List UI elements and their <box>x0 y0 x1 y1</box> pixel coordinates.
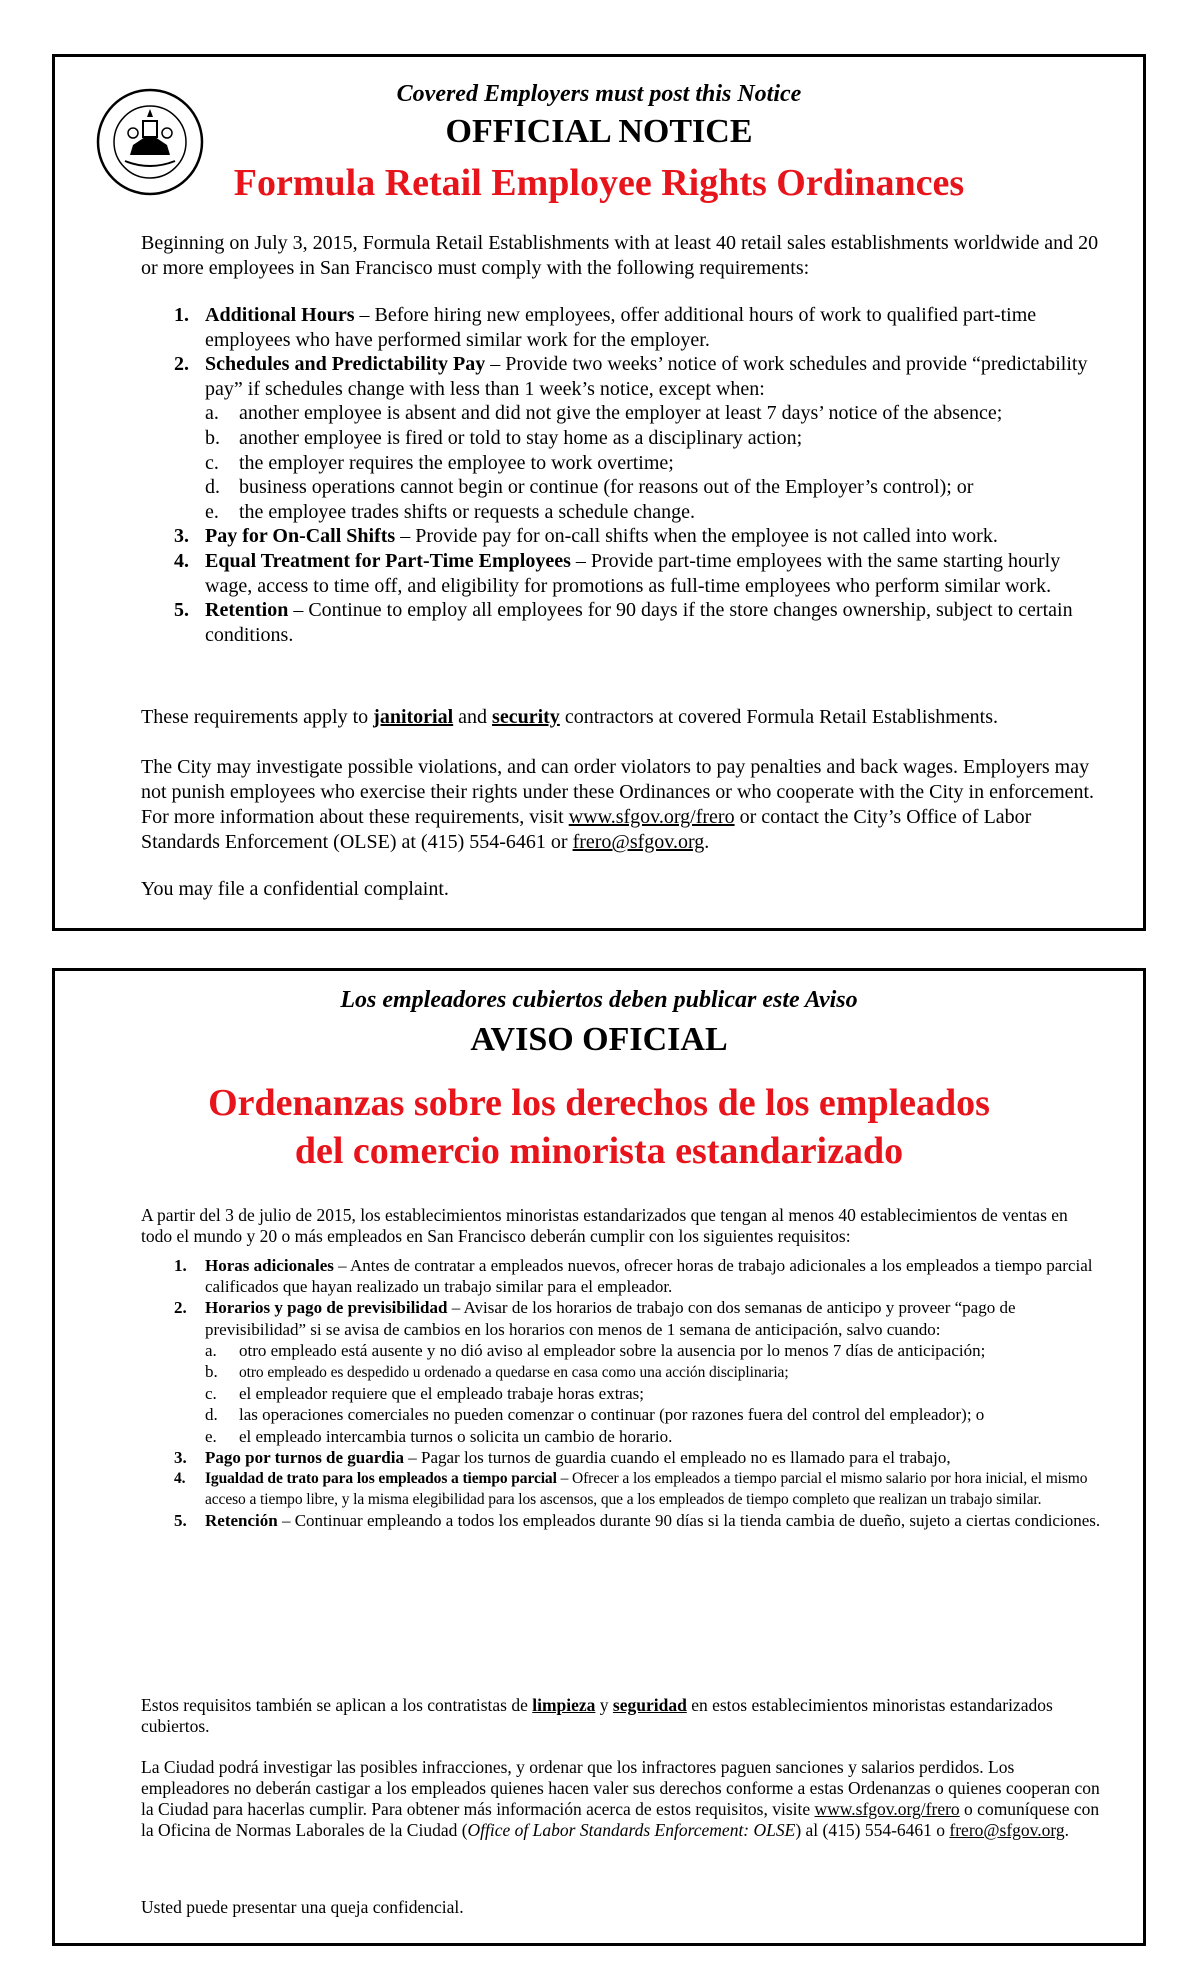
official-notice-heading: AVISO OFICIAL <box>470 1021 728 1058</box>
frero-website-link[interactable]: www.sfgov.org/frero <box>814 1799 960 1819</box>
item-label: Horarios y pago de previsibilidad <box>205 1298 448 1318</box>
item-label: Horas adicionales <box>205 1256 334 1275</box>
list-item: 4. Igualdad de trato para los empleados a tiempo parcial – Ofrecer a los empleados a tiempo parcial el mismo salario por hora inicial, el mismo acceso a tiempo libre, y la misma elegibilidad para los ascensos, que a los empleados de tiempo completo que realizan un trabajo similar. <box>174 1470 1088 1509</box>
sub-list-item: c. the employer requires the employee to work overtime; <box>205 451 674 474</box>
sub-list-item: a. otro empleado está ausente y no dió aviso al empleador sobre la ausencia por lo menos 7 días de anticipación; <box>205 1340 986 1360</box>
sub-list-item: d. las operaciones comerciales no pueden comenzar o continuar (por razones fuera del control del empleador); o <box>205 1405 985 1425</box>
ordinance-title: Formula Retail Employee Rights Ordinances <box>233 162 965 204</box>
list-item: 4. Equal Treatment for Part-Time Employees – Provide part-time employees with the same starting hourly wage, access to time off, and eligibility for promotions as full-time employees who perform similar work. <box>174 549 1061 597</box>
security-term: security <box>492 706 560 728</box>
exceptions-list <box>205 1340 1103 1447</box>
frero-email-link[interactable]: frero@sfgov.org <box>949 1820 1065 1840</box>
limpieza-term: limpieza <box>532 1695 596 1715</box>
list-item: 3. Pay for On-Call Shifts – Provide pay for on-call shifts when the employee is not called into work. <box>174 525 998 548</box>
contractors-paragraph: These requirements apply to janitorial and security contractors at covered Formula Retail Establishments. <box>141 706 999 728</box>
sub-list-item: e. the employee trades shifts or requests a schedule change. <box>205 500 695 523</box>
frero-website-link[interactable]: www.sfgov.org/frero <box>568 806 735 828</box>
item-label: Equal Treatment for Part-Time Employees <box>205 549 571 572</box>
list-item: 2. Schedules and Predictability Pay – Provide two weeks’ notice of work schedules and provide “predictability pay” if schedules change with less than 1 week’s notice, except when: a. another employee is absent and did not give the employer at least 7 days’ notice of the absence; b. another employee is fired or told to stay home as a disciplinary action; c. the employer requires the employee to work overtime; d. business operations cannot begin or continue (for reasons out of the Employer’s control); or e. the employee trades shifts or requests a schedule change. <box>141 352 1103 524</box>
requirements-list <box>141 303 1103 647</box>
list-item: 5. Retention – Continue to employ all employees for 90 days if the store changes ownership, subject to certain conditions. <box>174 599 1073 646</box>
sub-list-item: e. el empleado intercambia turnos o solicita un cambio de horario. <box>205 1426 673 1446</box>
item-label: Igualdad de trato para los empleados a tiempo parcial <box>205 1470 557 1488</box>
item-label: Additional Hours <box>205 304 355 326</box>
ordinance-title: Ordenanzas sobre los derechos de los empleados del comercio minorista estandarizado <box>208 1082 990 1172</box>
item-label: Schedules and Predictability Pay <box>205 353 486 376</box>
item-label: Pay for On-Call Shifts <box>205 525 396 548</box>
seguridad-term: seguridad <box>612 1695 687 1715</box>
sub-list-item: a. another employee is absent and did not give the employer at least 7 days’ notice of the absence; <box>205 402 1003 425</box>
intro-paragraph: Beginning on July 3, 2015, Formula Retail Establishments with at least 40 retail sales establishments worldwide and 20 or more employees in San Francisco must comply with the following requirements: <box>141 232 1099 279</box>
english-notice <box>52 54 1146 931</box>
list-item: 3. Pago por turnos de guardia – Pagar los turnos de guardia cuando el empleado no es llamado para el trabajo, <box>174 1447 951 1467</box>
enforcement-paragraph: The City may investigate possible violations, and can order violators to pay penalties and back wages. Employers may not punish employees who exercise their rights under these Ordinances or who cooperate with the City in enforcement. For more information about these requirements, visit www.sfgov.org/frero or contact the City’s Office of Labor Standards Enforcement (OLSE) at (415) 554-6461 or frero@sfgov.org. <box>141 756 1095 853</box>
sub-list-item: c. el empleador requiere que el empleado trabaje horas extras; <box>205 1384 644 1404</box>
spanish-notice <box>52 968 1146 1946</box>
exceptions-list <box>205 401 1103 524</box>
list-item: 5. Retención – Continuar empleando a todos los empleados durante 90 días si la tienda cambia de dueño, sujeto a ciertas condiciones. <box>174 1511 1101 1531</box>
official-notice-heading: OFFICIAL NOTICE <box>445 113 753 150</box>
janitorial-term: janitorial <box>373 706 454 728</box>
post-notice-kicker: Covered Employers must post this Notice <box>396 81 802 107</box>
item-label: Retention <box>205 599 289 622</box>
sub-list-item: d. business operations cannot begin or continue (for reasons out of the Employer’s control); or <box>205 476 974 499</box>
list-item: 1. Additional Hours – Before hiring new employees, offer additional hours of work to qualified part-time employees who have performed similar work for the employer. <box>174 304 1037 351</box>
complaint-note: You may file a confidential complaint. <box>141 878 449 900</box>
list-item: 1. Horas adicionales – Antes de contratar a empleados nuevos, ofrecer horas de trabajo adicionales a los empleados a tiempo parcial calificados que hayan realizado un trabajo similar para el empleador. <box>174 1256 1093 1297</box>
intro-paragraph: A partir del 3 de julio de 2015, los establecimientos minoristas estandarizados que tengan al menos 40 establecimientos de ventas en todo el mundo y 20 o más empleados en San Francisco deberán cumplir con los siguientes requisitos: <box>141 1205 1068 1246</box>
sub-list-item: b. otro empleado es despedido u ordenado a quedarse en casa como una acción disciplinaria; <box>205 1362 789 1382</box>
requirements-list <box>141 1255 1103 1532</box>
complaint-note: Usted puede presentar una queja confidencial. <box>141 1897 464 1917</box>
item-label: Pago por turnos de guardia <box>205 1447 404 1467</box>
contractors-paragraph: Estos requisitos también se aplican a los contratistas de limpieza y seguridad en estos establecimientos minoristas estandarizados cubiertos. <box>141 1695 1053 1736</box>
enforcement-paragraph: La Ciudad podrá investigar las posibles infracciones, y ordenar que los infractores paguen sanciones y salarios perdidos. Los empleadores no deberán castigar a los empleados quienes hacen valer sus derechos conforme a estas Ordenanzas o quienes cooperan con la Ciudad para hacerlas cumplir. Para obtener más información acerca de estos requisitos, visite www.sfgov.org/frero o comuníquese con la Oficina de Normas Laborales de la Ciudad (Office of Labor Standards Enforcement: OLSE) al (415) 554-6461 o frero@sfgov.org. <box>141 1757 1100 1840</box>
post-notice-kicker: Los empleadores cubiertos deben publicar este Aviso <box>340 987 858 1013</box>
frero-email-link[interactable]: frero@sfgov.org <box>572 831 705 853</box>
list-item: 2. Horarios y pago de previsibilidad – Avisar de los horarios de trabajo con dos semanas de anticipo y proveer “pago de previsibilidad” si se avisa de cambios en los horarios con menos de 1 semana de anticipación, salvo cuando: a. otro empleado está ausente y no dió aviso al empleador sobre la ausencia por lo menos 7 días de anticipación; b. otro empleado es despedido u ordenado a quedarse en casa como una acción disciplinaria; c. el empleador requiere que el empleado trabaje horas extras; d. las operaciones comerciales no pueden comenzar o continuar (por razones fuera del control del empleador); o e. el empleado intercambia turnos o solicita un cambio de horario. <box>141 1297 1103 1446</box>
item-label: Retención <box>205 1511 278 1531</box>
sub-list-item: b. another employee is fired or told to stay home as a disciplinary action; <box>205 426 803 449</box>
